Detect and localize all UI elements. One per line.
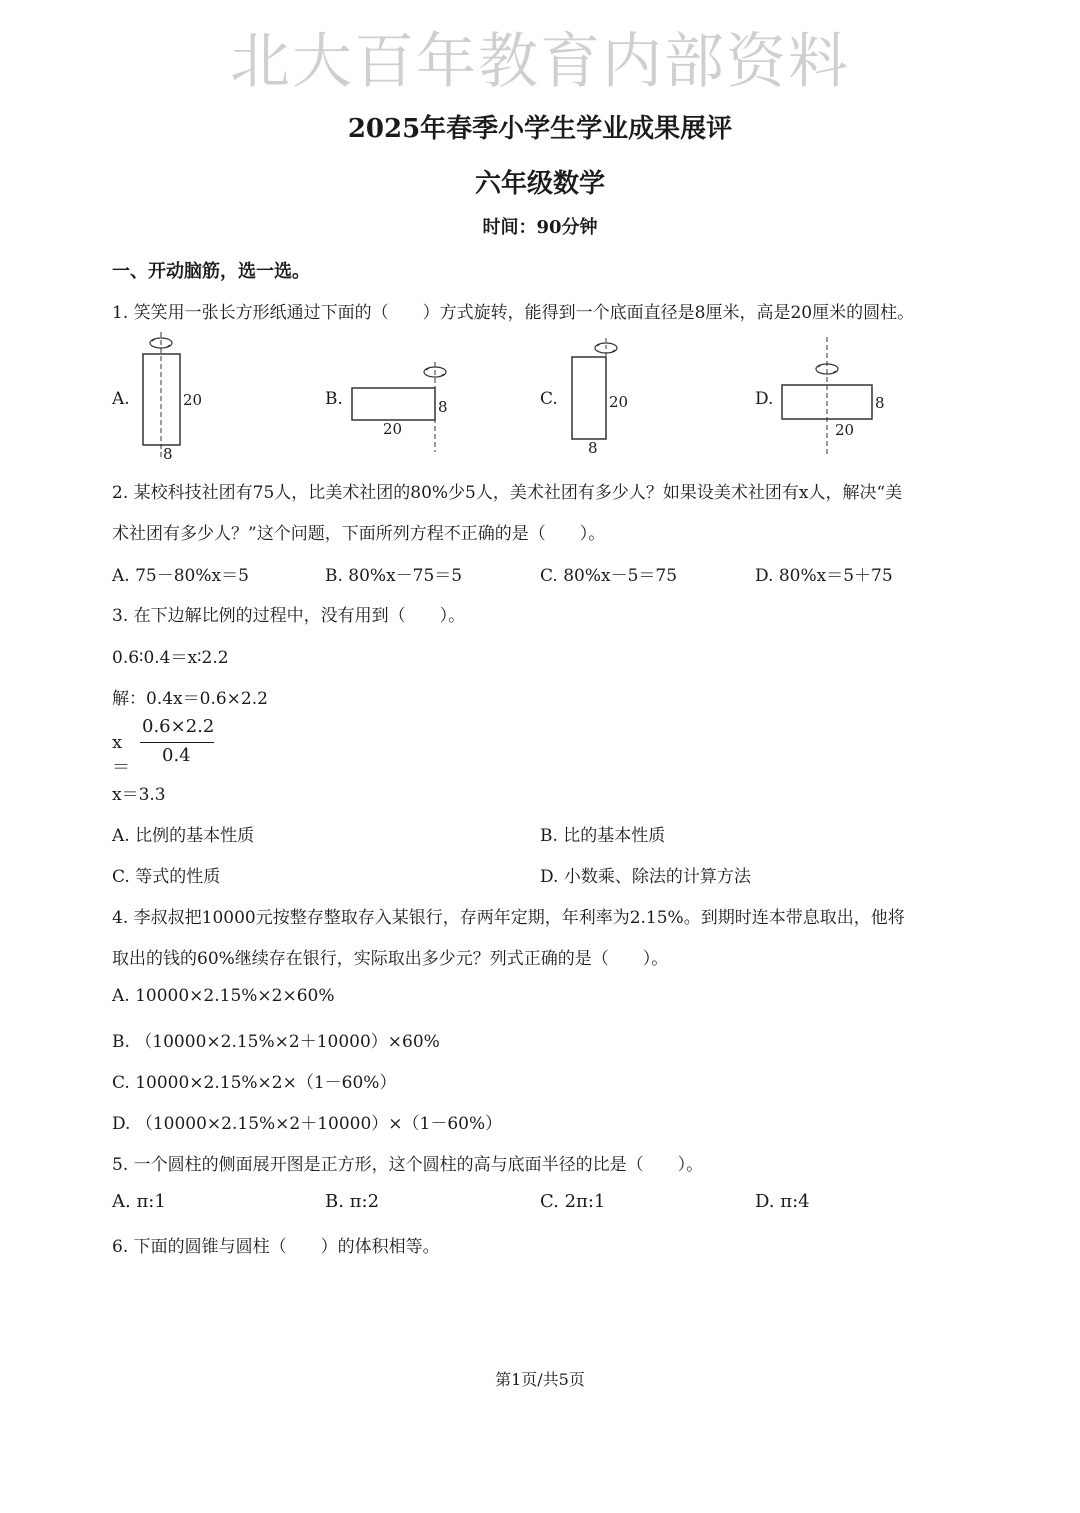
q1-d-short-label: 8 xyxy=(875,394,885,412)
q1-a-long-label: 20 xyxy=(183,391,203,409)
q3-fraction-lhs: x＝ xyxy=(112,732,130,778)
q2-option-b: B. 80%x－75＝5 xyxy=(325,566,463,586)
section-heading: 一、开动脑筋，选一选。 xyxy=(112,261,310,282)
q1-figure-a xyxy=(136,330,216,465)
q3-option-c: C. 等式的性质 xyxy=(112,867,221,887)
q4-option-c: C. 10000×2.15%×2×（1－60%） xyxy=(112,1073,397,1093)
q1-option-d-label: D. xyxy=(755,389,774,409)
question-6-text: 6. 下面的圆锥与圆柱（ ）的体积相等。 xyxy=(112,1237,440,1257)
q5-option-c: C. 2π:1 xyxy=(540,1191,606,1212)
q4-option-b: B. （10000×2.15%×2＋10000）×60% xyxy=(112,1032,440,1052)
exam-title: 2025年春季小学生学业成果展评 xyxy=(347,114,733,144)
q1-option-a-label: A. xyxy=(112,389,130,409)
q3-option-d: D. 小数乘、除法的计算方法 xyxy=(540,867,751,887)
exam-time: 时间：90分钟 xyxy=(482,217,598,238)
page-footer: 第1页/共5页 xyxy=(495,1370,585,1389)
watermark: 北大百年教育内部资料 xyxy=(230,27,850,97)
q1-figure-d xyxy=(778,335,893,460)
q3-fraction-denominator: 0.4 xyxy=(162,745,191,766)
q3-step-1: 0.6∶0.4＝x∶2.2 xyxy=(112,648,229,668)
q3-option-b: B. 比的基本性质 xyxy=(540,826,666,846)
question-3-text: 3. 在下边解比例的过程中，没有用到（ ）。 xyxy=(112,606,466,626)
q1-option-c-label: C. xyxy=(540,389,558,409)
q5-option-d: D. π:4 xyxy=(755,1191,810,1212)
q2-option-d: D. 80%x＝5＋75 xyxy=(755,566,893,586)
q2-option-c: C. 80%x－5＝75 xyxy=(540,566,678,586)
q1-d-long-label: 20 xyxy=(835,421,855,439)
question-2-line-1: 2. 某校科技社团有75人，比美术社团的80%少5人，美术社团有多少人？如果设美术社团有x人，解决“美 xyxy=(112,483,903,503)
q5-option-a: A. π:1 xyxy=(112,1191,166,1212)
exam-subtitle: 六年级数学 xyxy=(474,169,605,199)
question-4-line-1: 4. 李叔叔把10000元按整存整取存入某银行，存两年定期，年利率为2.15%。到期时连本带息取出，他将 xyxy=(112,908,905,928)
q2-option-a: A. 75－80%x＝5 xyxy=(112,566,249,586)
q3-step-4: x＝3.3 xyxy=(112,785,166,805)
q3-step-2: 解：0.4x＝0.6×2.2 xyxy=(112,689,268,709)
q3-option-a: A. 比例的基本性质 xyxy=(112,826,255,846)
question-4-line-2: 取出的钱的60%继续存在银行，实际取出多少元？列式正确的是（ ）。 xyxy=(112,949,669,969)
q1-b-short-label: 8 xyxy=(438,398,448,416)
q5-option-b: B. π:2 xyxy=(325,1191,380,1212)
q1-figure-c xyxy=(566,336,636,458)
q3-fraction-bar xyxy=(140,742,214,743)
question-1-text: 1. 笑笑用一张长方形纸通过下面的（ ）方式旋转，能得到一个底面直径是8厘米，高是20厘米的圆柱。 xyxy=(112,303,915,323)
q1-option-b-label: B. xyxy=(325,389,343,409)
question-5-text: 5. 一个圆柱的侧面展开图是正方形，这个圆柱的高与底面半径的比是（ ）。 xyxy=(112,1155,704,1175)
q1-c-long-label: 20 xyxy=(609,393,629,411)
q1-figure-b xyxy=(348,360,458,455)
q1-c-short-label: 8 xyxy=(588,439,598,457)
q3-fraction-numerator: 0.6×2.2 xyxy=(142,716,215,737)
q1-a-short-label: 8 xyxy=(163,445,173,463)
question-2-line-2: 术社团有多少人？”这个问题，下面所列方程不正确的是（ ）。 xyxy=(112,524,606,544)
q4-option-d: D. （10000×2.15%×2＋10000）×（1－60%） xyxy=(112,1114,503,1134)
q4-option-a: A. 10000×2.15%×2×60% xyxy=(112,986,335,1006)
q1-b-long-label: 20 xyxy=(383,420,403,438)
